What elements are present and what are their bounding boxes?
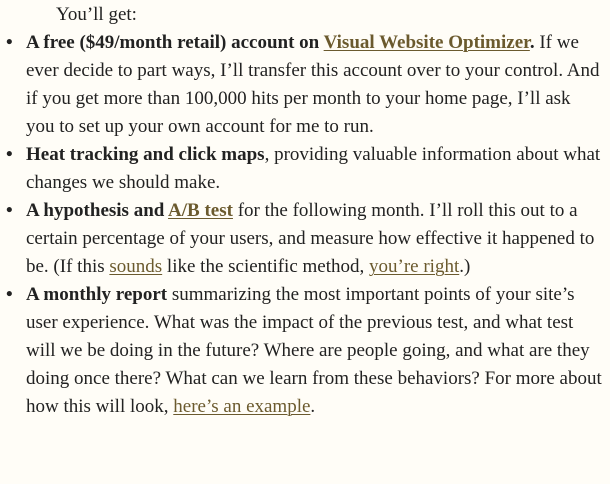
- bullet: •: [6, 144, 13, 165]
- item-heading: A free ($49/month retail) account on: [26, 32, 324, 53]
- item-heading: A monthly report: [26, 284, 168, 305]
- item-text: for the following month. I’ll roll this out to a certain percentage of your users, and measure how effective it happened to be. (If this: [26, 200, 595, 277]
- example-link[interactable]: here’s an example: [173, 396, 311, 417]
- list-item: [0, 141, 602, 197]
- item-heading: A hypothesis and: [26, 200, 169, 221]
- bullet: •: [6, 200, 13, 221]
- item-text: .: [310, 396, 316, 417]
- item-text: If we ever decide to part ways, I’ll transfer this account over to your control. And if you get more than 100,000 hits per month to your home page, I’ll ask you to set up your own account for me to run.: [26, 32, 600, 137]
- bullet: •: [6, 284, 13, 305]
- ab-test-link[interactable]: A/B test: [168, 200, 233, 221]
- item-heading-end: .: [529, 32, 535, 53]
- list-item: [0, 197, 602, 281]
- visual-website-optimizer-link[interactable]: Visual Website Optimizer: [323, 32, 530, 53]
- item-text: .): [459, 256, 471, 277]
- youre-right-link[interactable]: you’re right: [369, 256, 460, 277]
- benefits-list: [0, 29, 602, 421]
- item-text: , providing valuable information about what changes we should make.: [26, 144, 601, 193]
- item-text: like the scientific method,: [162, 256, 370, 277]
- item-text: summarizing the most important points of your site’s user experience. What was the impact of the previous test, and what test will we be doing in the future? Where are people going, and what are they doing once there? What can we learn from these behaviors? For more about how this will look,: [26, 284, 602, 417]
- list-item: [0, 281, 602, 421]
- intro-text: You’ll get:: [56, 4, 137, 25]
- sounds-link[interactable]: sounds: [109, 256, 163, 277]
- item-heading: Heat tracking and click maps: [26, 144, 265, 165]
- bullet: •: [6, 32, 13, 53]
- list-item: [0, 29, 602, 141]
